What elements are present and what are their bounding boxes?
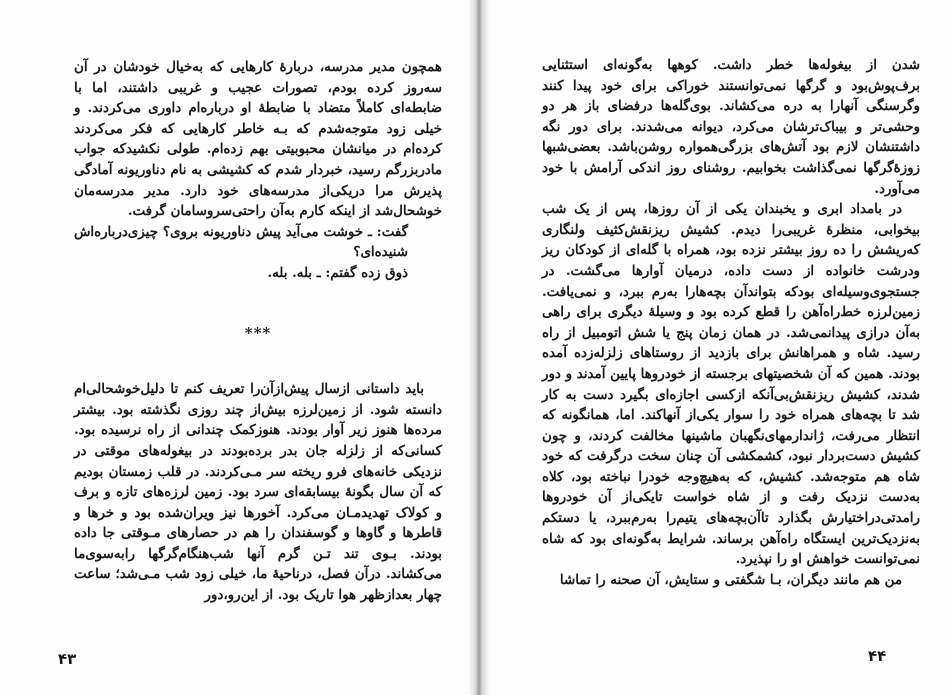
section-separator: *** bbox=[244, 323, 272, 342]
paragraph: در بامداد ابری و یخبندان یکی از آن روزها، پس از یک شب بیخوابی، منظرهٔ غریبی‌را دیدم. کشیش ریزنقش‌کثیف ولنگاری که‌ریشش را ده روز بیشتر نزده بود، همراه با گله‌ای از کودکان ریز ودرشت خانواده از دست داده، درمیان آوارها می‌گشت. در جستجوی‌وسیله‌ای بودکه بتواندآن بچه‌هارا به‌رم ببرد، و نمی‌یافت. زمین‌لرزه خط‌راه‌آهن را قطع کرده بود و وسیلهٔ دیگری برای راهی به‌آن درازی پیدانمی‌شد. در همان زمان پنج یا شش اتومبیل از راه رسید. شاه و همراهانش برای بازدید از روستاهای زلزله‌زده آمده بودند. همین که آن شخصیتهای برجسته از خودروها پایین آمدند و دور شدند، کشیش ریزنقش‌بی‌آنکه ازکسی اجازه‌ای بگیرد دست به کار شد تا بچه‌های همراه خود را سوار یکی‌از آنهاکند. اما، همانگونه که انتظار می‌رفت، ژاندارمهای‌نگهبان ماشینها مخالفت کردند، و چون کشیش دست‌بردار نبود، کشمکشی آن چنان سخت درگرفت که خود شاه هم متوجه‌شد. کشیش، که به‌هیچ‌وجه خودرا نباخته بود، کلاه به‌دست نزدیک رفت و از شاه خواست تایکی‌از آن خودروها رامدتی‌دراختیارش بگذارد تاآن‌بچه‌های یتیم‌را به‌رم‌ببرد، یا دستکم به‌نزدیک‌ترین ایستگاه راه‌آهن برساند. شرایط به‌گونه‌ای بود که شاه نمی‌توانست خواهش او را نپذیرد. bbox=[542, 201, 920, 568]
right-page bbox=[490, 0, 948, 695]
page-number: ۴۳ bbox=[58, 650, 77, 668]
book-gutter bbox=[468, 0, 490, 695]
paragraph: شدن از بیغوله‌ها خطر داشت. کوهها به‌گونه‌ای استثنایی برف‌پوش‌بود و گرگها نمی‌توانستند خوراکی برای خود پیدا کنند وگرسنگی آنهارا به دره می‌کشاند. بوی‌گله‌ها درفضای باز هر دو وحشی‌تر و بیباک‌ترشان می‌کرد، دیوانه می‌شدند. برای دور نگه داشتنشان لازم بود آتش‌های بزرگی‌همواره روشن‌باشد. بعضی‌شبها زوزهٔ‌گرگها نمی‌گذاشت بخوابیم. روشنای روز اندکی آرامش با خود می‌آورد. bbox=[542, 57, 920, 197]
dialogue-line: ذوق زده گفتم: ـ بله. بله. bbox=[267, 264, 408, 281]
paragraph: همچون مدیر مدرسه، دربارهٔ کارهایی که به‌خیال خودشان در آن سه‌روز کرده بودم، تصورات عجیب و غریبی داشتند، اما با ضابطه‌ای کاملاً متضاد با ضابطهٔ او درباره‌ام داوری می‌کردند. و خیلی زود متوجه‌شدم که بـه خاطر کارهایی که فکر می‌کردند کرده‌ام در میانشان محبوبیتی بهم زده‌ام. طولی نکشیدکه جواب مادربزرگم رسید، خبردار شدم که کشیشی به نام دنا‌ور‌یونه آمادگی پذیرش مرا دریکی‌از مدرسه‌های خود دارد. مدیر مدرسه‌مان خوشحال‌شد از اینکه کارم به‌آن راحتی‌سروسامان گرفت. bbox=[74, 59, 442, 220]
dialogue-line: گفت: ـ خوشت می‌آید پیش دنا‌ور‌یونه بروی؟ چیزی‌درباره‌اش شنیده‌ای؟ bbox=[74, 223, 408, 261]
paragraph: من هم مانند دیگران، بـا شگفتی و ستایش، آن صحنه را تماشا bbox=[559, 571, 902, 588]
dialogue-block bbox=[74, 222, 442, 284]
right-page-text bbox=[542, 55, 920, 590]
page-number: ۴۴ bbox=[868, 647, 887, 665]
left-page-text bbox=[74, 57, 442, 606]
left-page bbox=[0, 0, 468, 695]
paragraph: باید داستانی ازسال پیش‌ازآن‌را تعریف کنم تا دلیل‌خوشحالی‌ام دانسته شود. از زمین‌لرزه بیش‌از چند روزی نگذشته بود. بیشتر مرده‌ها هنوز زیر آوار بودند. هنوزکمک چندانی از راه نرسیده بود. کسانی‌که از زلزله جان بدر برده‌بودند در بیغوله‌های موقتی در نزدیکی خانه‌های فرو ریخته سر مـی‌کردند. در قلب زمستان بودیم که آن سال بگونهٔ بیسابقه‌ای سرد بود. زمین لرزه‌های تازه و برف و کولاک تهدیدمـان می‌کرد. آخورها نیز ویران‌شده بود و خرها و قاطرها و گاوها و گوسفندان را هم در حصارهای مـوقتی جا داده بودند. بـوی تند تـن گرم آنها شب‌هنگام‌گرگها رابه‌سوی‌ما می‌کشاند. درآن فصل، درناحیهٔ ما، خیلی زود شب مـی‌شد؛ ساعت چهار بعدازظهر هوا تاریک بود. از این‌رو،دور bbox=[74, 381, 442, 604]
